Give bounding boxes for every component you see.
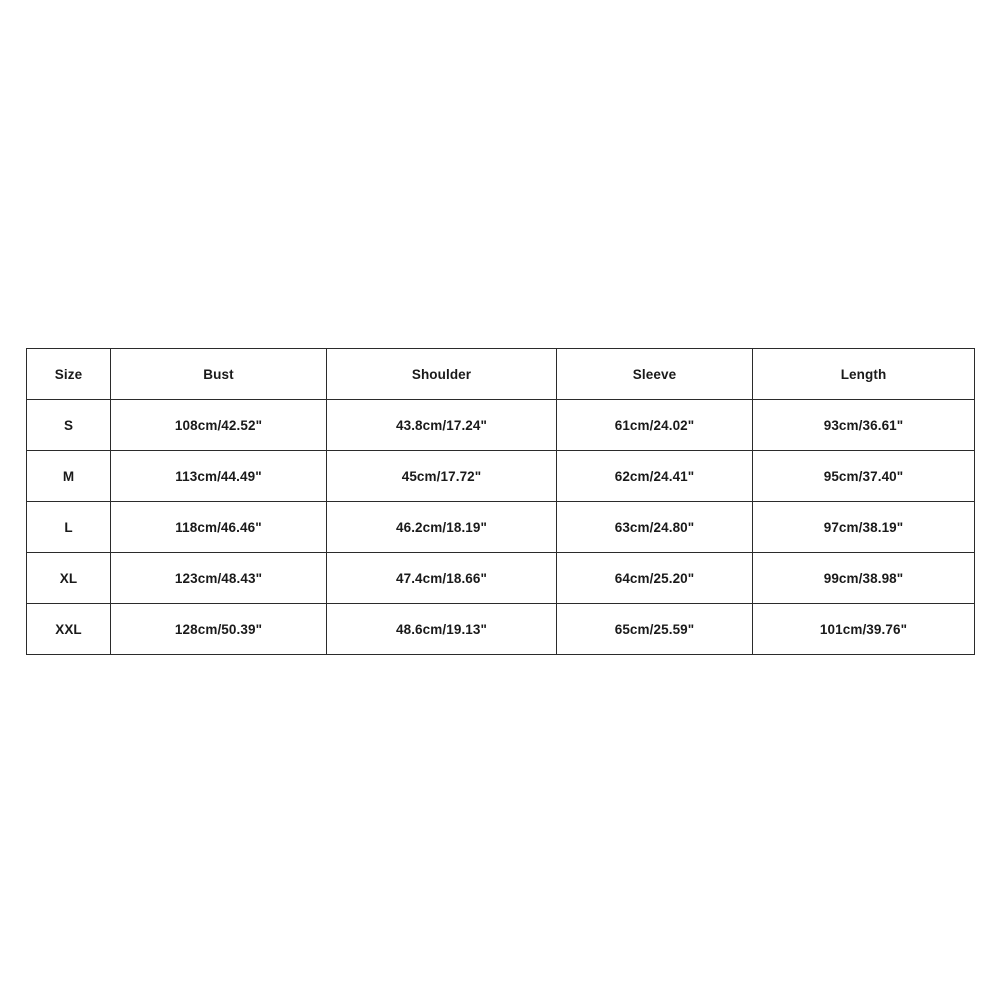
column-header-length: Length <box>753 349 975 400</box>
cell-shoulder: 48.6cm/19.13" <box>327 604 557 655</box>
cell-bust: 108cm/42.52" <box>111 400 327 451</box>
cell-length: 95cm/37.40" <box>753 451 975 502</box>
cell-shoulder: 45cm/17.72" <box>327 451 557 502</box>
cell-bust: 123cm/48.43" <box>111 553 327 604</box>
table-header <box>27 349 975 400</box>
cell-bust: 128cm/50.39" <box>111 604 327 655</box>
cell-size: XL <box>27 553 111 604</box>
table-row <box>27 604 975 655</box>
cell-size: XXL <box>27 604 111 655</box>
table-row <box>27 400 975 451</box>
cell-length: 99cm/38.98" <box>753 553 975 604</box>
cell-sleeve: 62cm/24.41" <box>557 451 753 502</box>
size-chart-table <box>26 348 975 655</box>
column-header-sleeve: Sleeve <box>557 349 753 400</box>
cell-length: 97cm/38.19" <box>753 502 975 553</box>
cell-size: S <box>27 400 111 451</box>
cell-bust: 118cm/46.46" <box>111 502 327 553</box>
cell-sleeve: 65cm/25.59" <box>557 604 753 655</box>
cell-shoulder: 47.4cm/18.66" <box>327 553 557 604</box>
cell-shoulder: 43.8cm/17.24" <box>327 400 557 451</box>
table-row <box>27 451 975 502</box>
column-header-shoulder: Shoulder <box>327 349 557 400</box>
cell-sleeve: 61cm/24.02" <box>557 400 753 451</box>
cell-shoulder: 46.2cm/18.19" <box>327 502 557 553</box>
cell-sleeve: 63cm/24.80" <box>557 502 753 553</box>
cell-length: 101cm/39.76" <box>753 604 975 655</box>
cell-sleeve: 64cm/25.20" <box>557 553 753 604</box>
cell-size: M <box>27 451 111 502</box>
size-chart-container <box>26 348 974 655</box>
cell-length: 93cm/36.61" <box>753 400 975 451</box>
table-header-row <box>27 349 975 400</box>
table-row <box>27 502 975 553</box>
cell-bust: 113cm/44.49" <box>111 451 327 502</box>
table-body <box>27 400 975 655</box>
cell-size: L <box>27 502 111 553</box>
table-row <box>27 553 975 604</box>
column-header-bust: Bust <box>111 349 327 400</box>
column-header-size: Size <box>27 349 111 400</box>
